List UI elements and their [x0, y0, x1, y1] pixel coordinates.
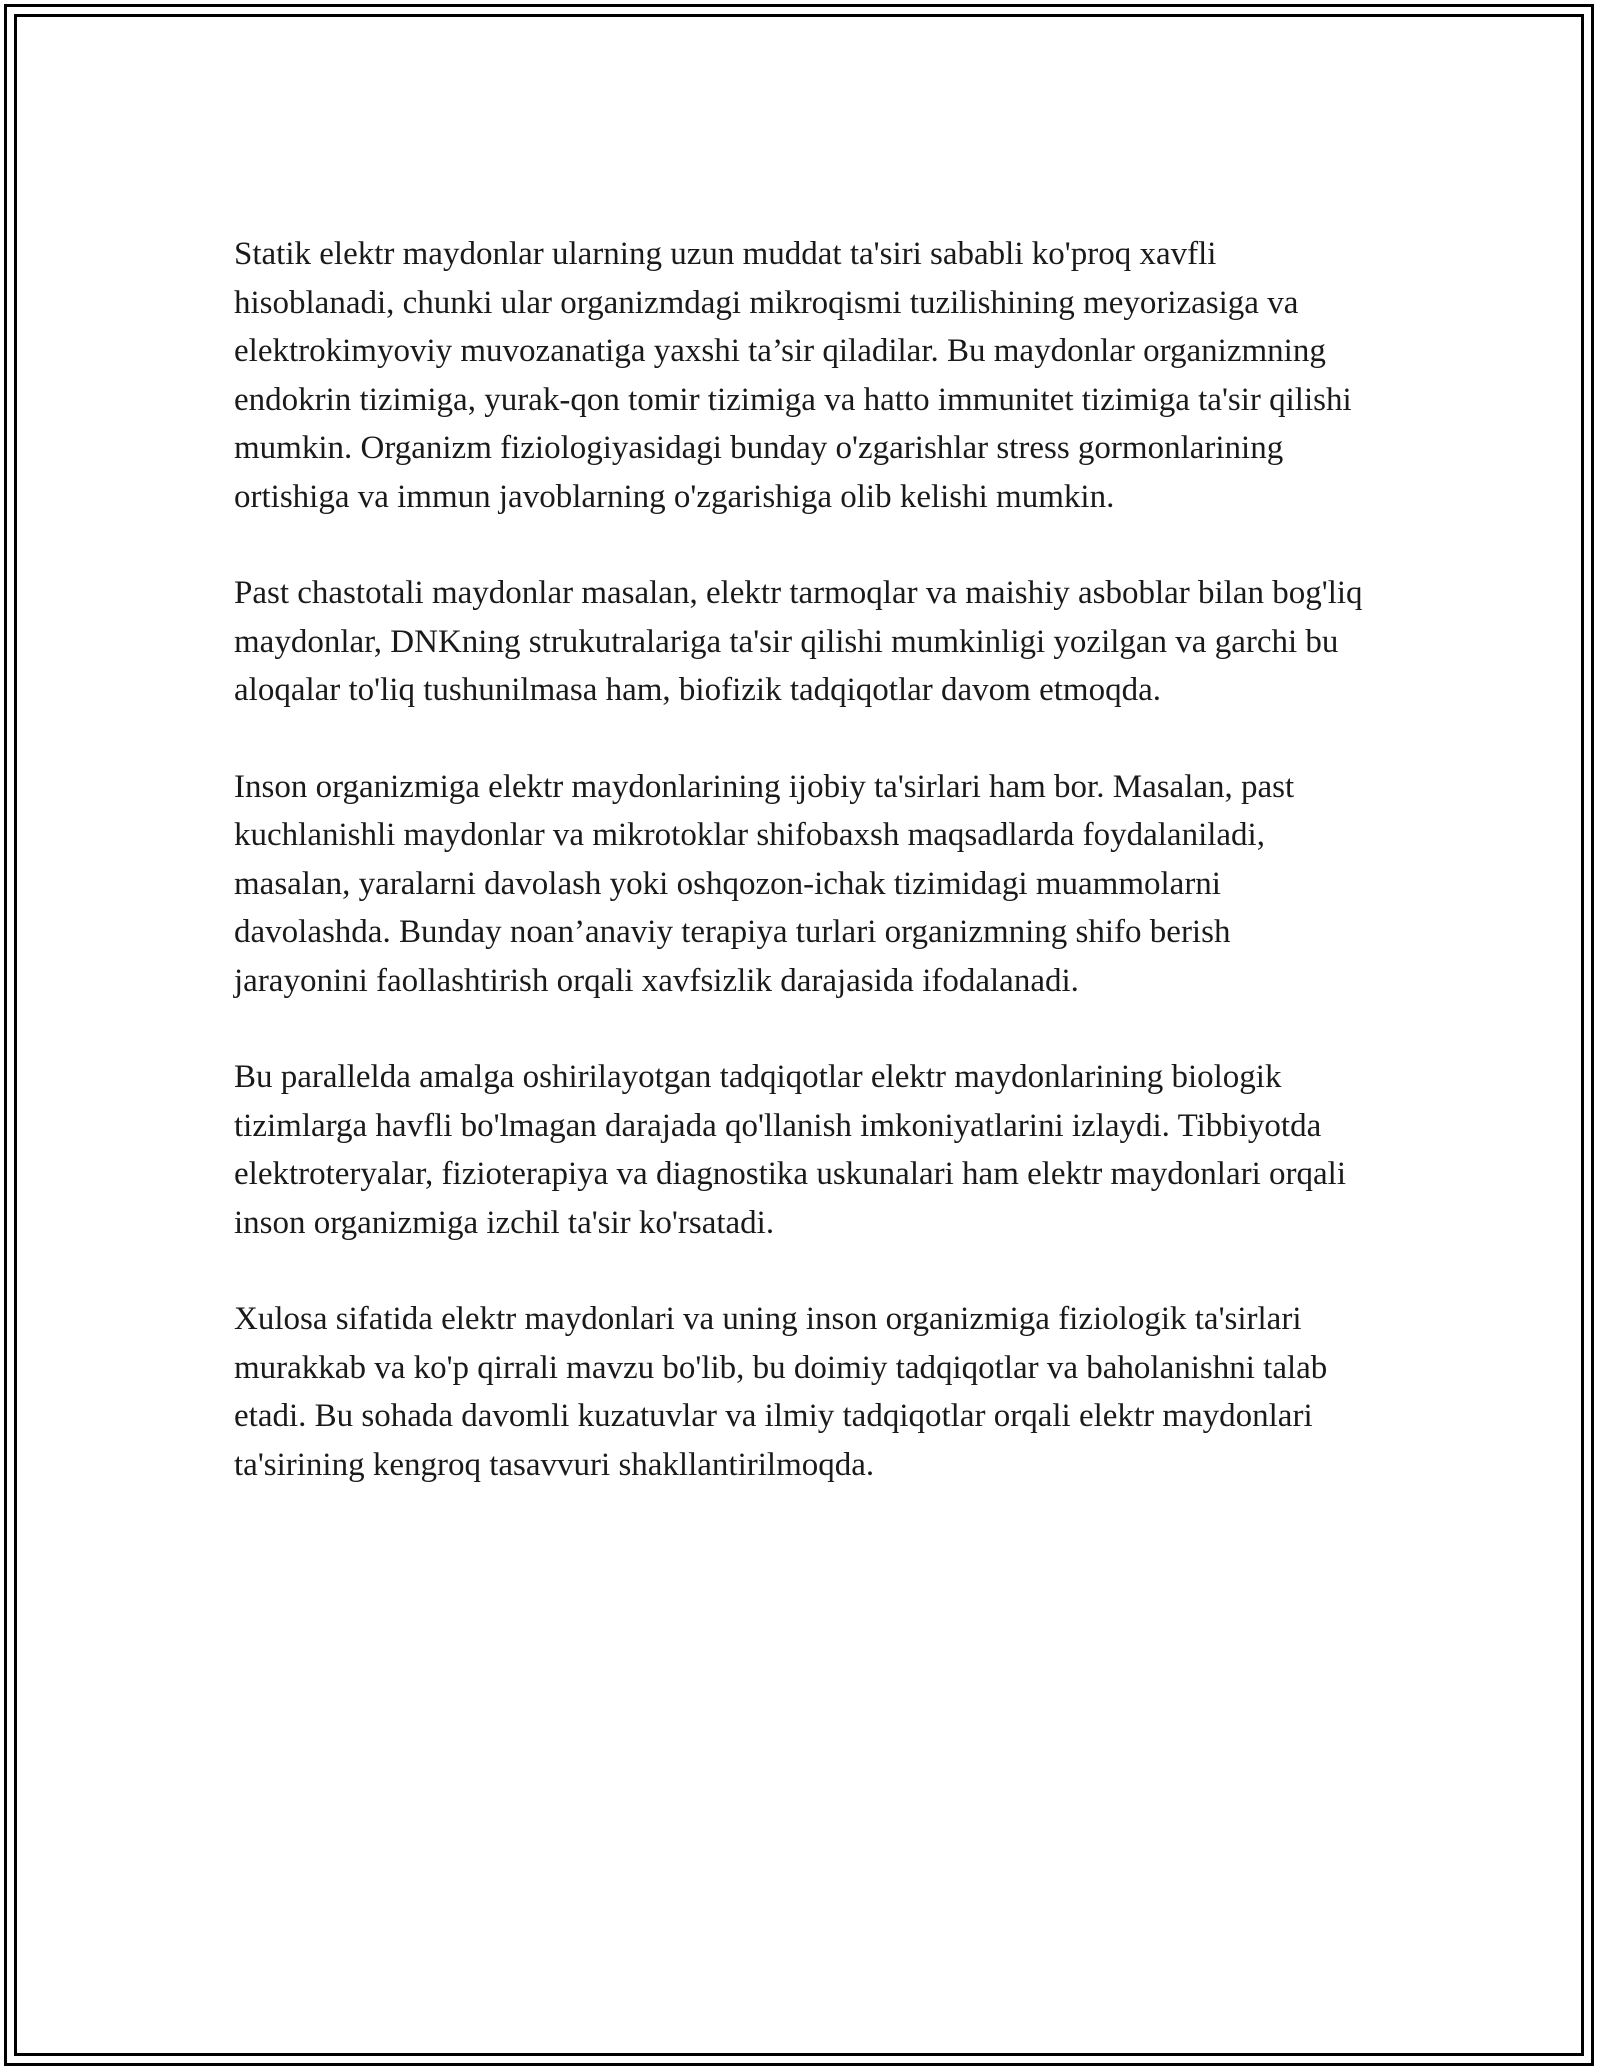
paragraph-1: Statik elektr maydonlar ularning uzun muddat ta'siri sababli ko'proq xavfli hisoblanadi, chunki ular organizmdagi mikroqismi tuzilishining meyorizasiga va elektrokimyoviy muvozanatiga yaxshi ta’sir qiladilar. Bu maydonlar organizmning endokrin tizimiga, yurak-qon tomir tizimiga va hatto immunitet tizimiga ta'sir qilishi mumkin. Organizm fiziologiyasidagi bunday o'zgarishlar stress gormonlarining ortishiga va immun javoblarning o'zgarishiga olib kelishi mumkin.: [234, 236, 1352, 515]
document-body: [234, 230, 1364, 1537]
paragraph-5: Xulosa sifatida elektr maydonlari va uning inson organizmiga fiziologik ta'sirlari murakkab va ko'p qirrali mavzu bo'lib, bu doimiy tadqiqotlar va baholanishni talab etadi. Bu sohada davomli kuzatuvlar va ilmiy tadqiqotlar orqali elektr maydonlari ta'sirining kengroq tasavvuri shakllantirilmoqda.: [234, 1301, 1328, 1483]
paragraph-4: Bu parallelda amalga oshirilayotgan tadqiqotlar elektr maydonlarining biologik tizimlarga havfli bo'lmagan darajada qo'llanish imkoniyatlarini izlaydi. Tibbiyotda elektroteryalar, fizioterapiya va diagnostika uskunalari ham elektr maydonlari orqali inson organizmiga izchil ta'sir ko'rsatadi.: [234, 1059, 1346, 1241]
paragraph-2: Past chastotali maydonlar masalan, elektr tarmoqlar va maishiy asboblar bilan bog'liq maydonlar, DNKning strukutralariga ta'sir qilishi mumkinligi yozilgan va garchi bu aloqalar to'liq tushunilmasa ham, biofizik tadqiqotlar davom etmoqda.: [234, 575, 1363, 708]
paragraph-3: Inson organizmiga elektr maydonlarining ijobiy ta'sirlari ham bor. Masalan, past kuchlanishli maydonlar va mikrotoklar shifobaxsh maqsadlarda foydalaniladi, masalan, yaralarni davolash yoki oshqozon-ichak tizimidagi muammolarni davolashda. Bunday noan’anaviy terapiya turlari organizmning shifo berish jarayonini faollashtirish orqali xavfsizlik darajasida ifodalanadi.: [234, 768, 1295, 999]
